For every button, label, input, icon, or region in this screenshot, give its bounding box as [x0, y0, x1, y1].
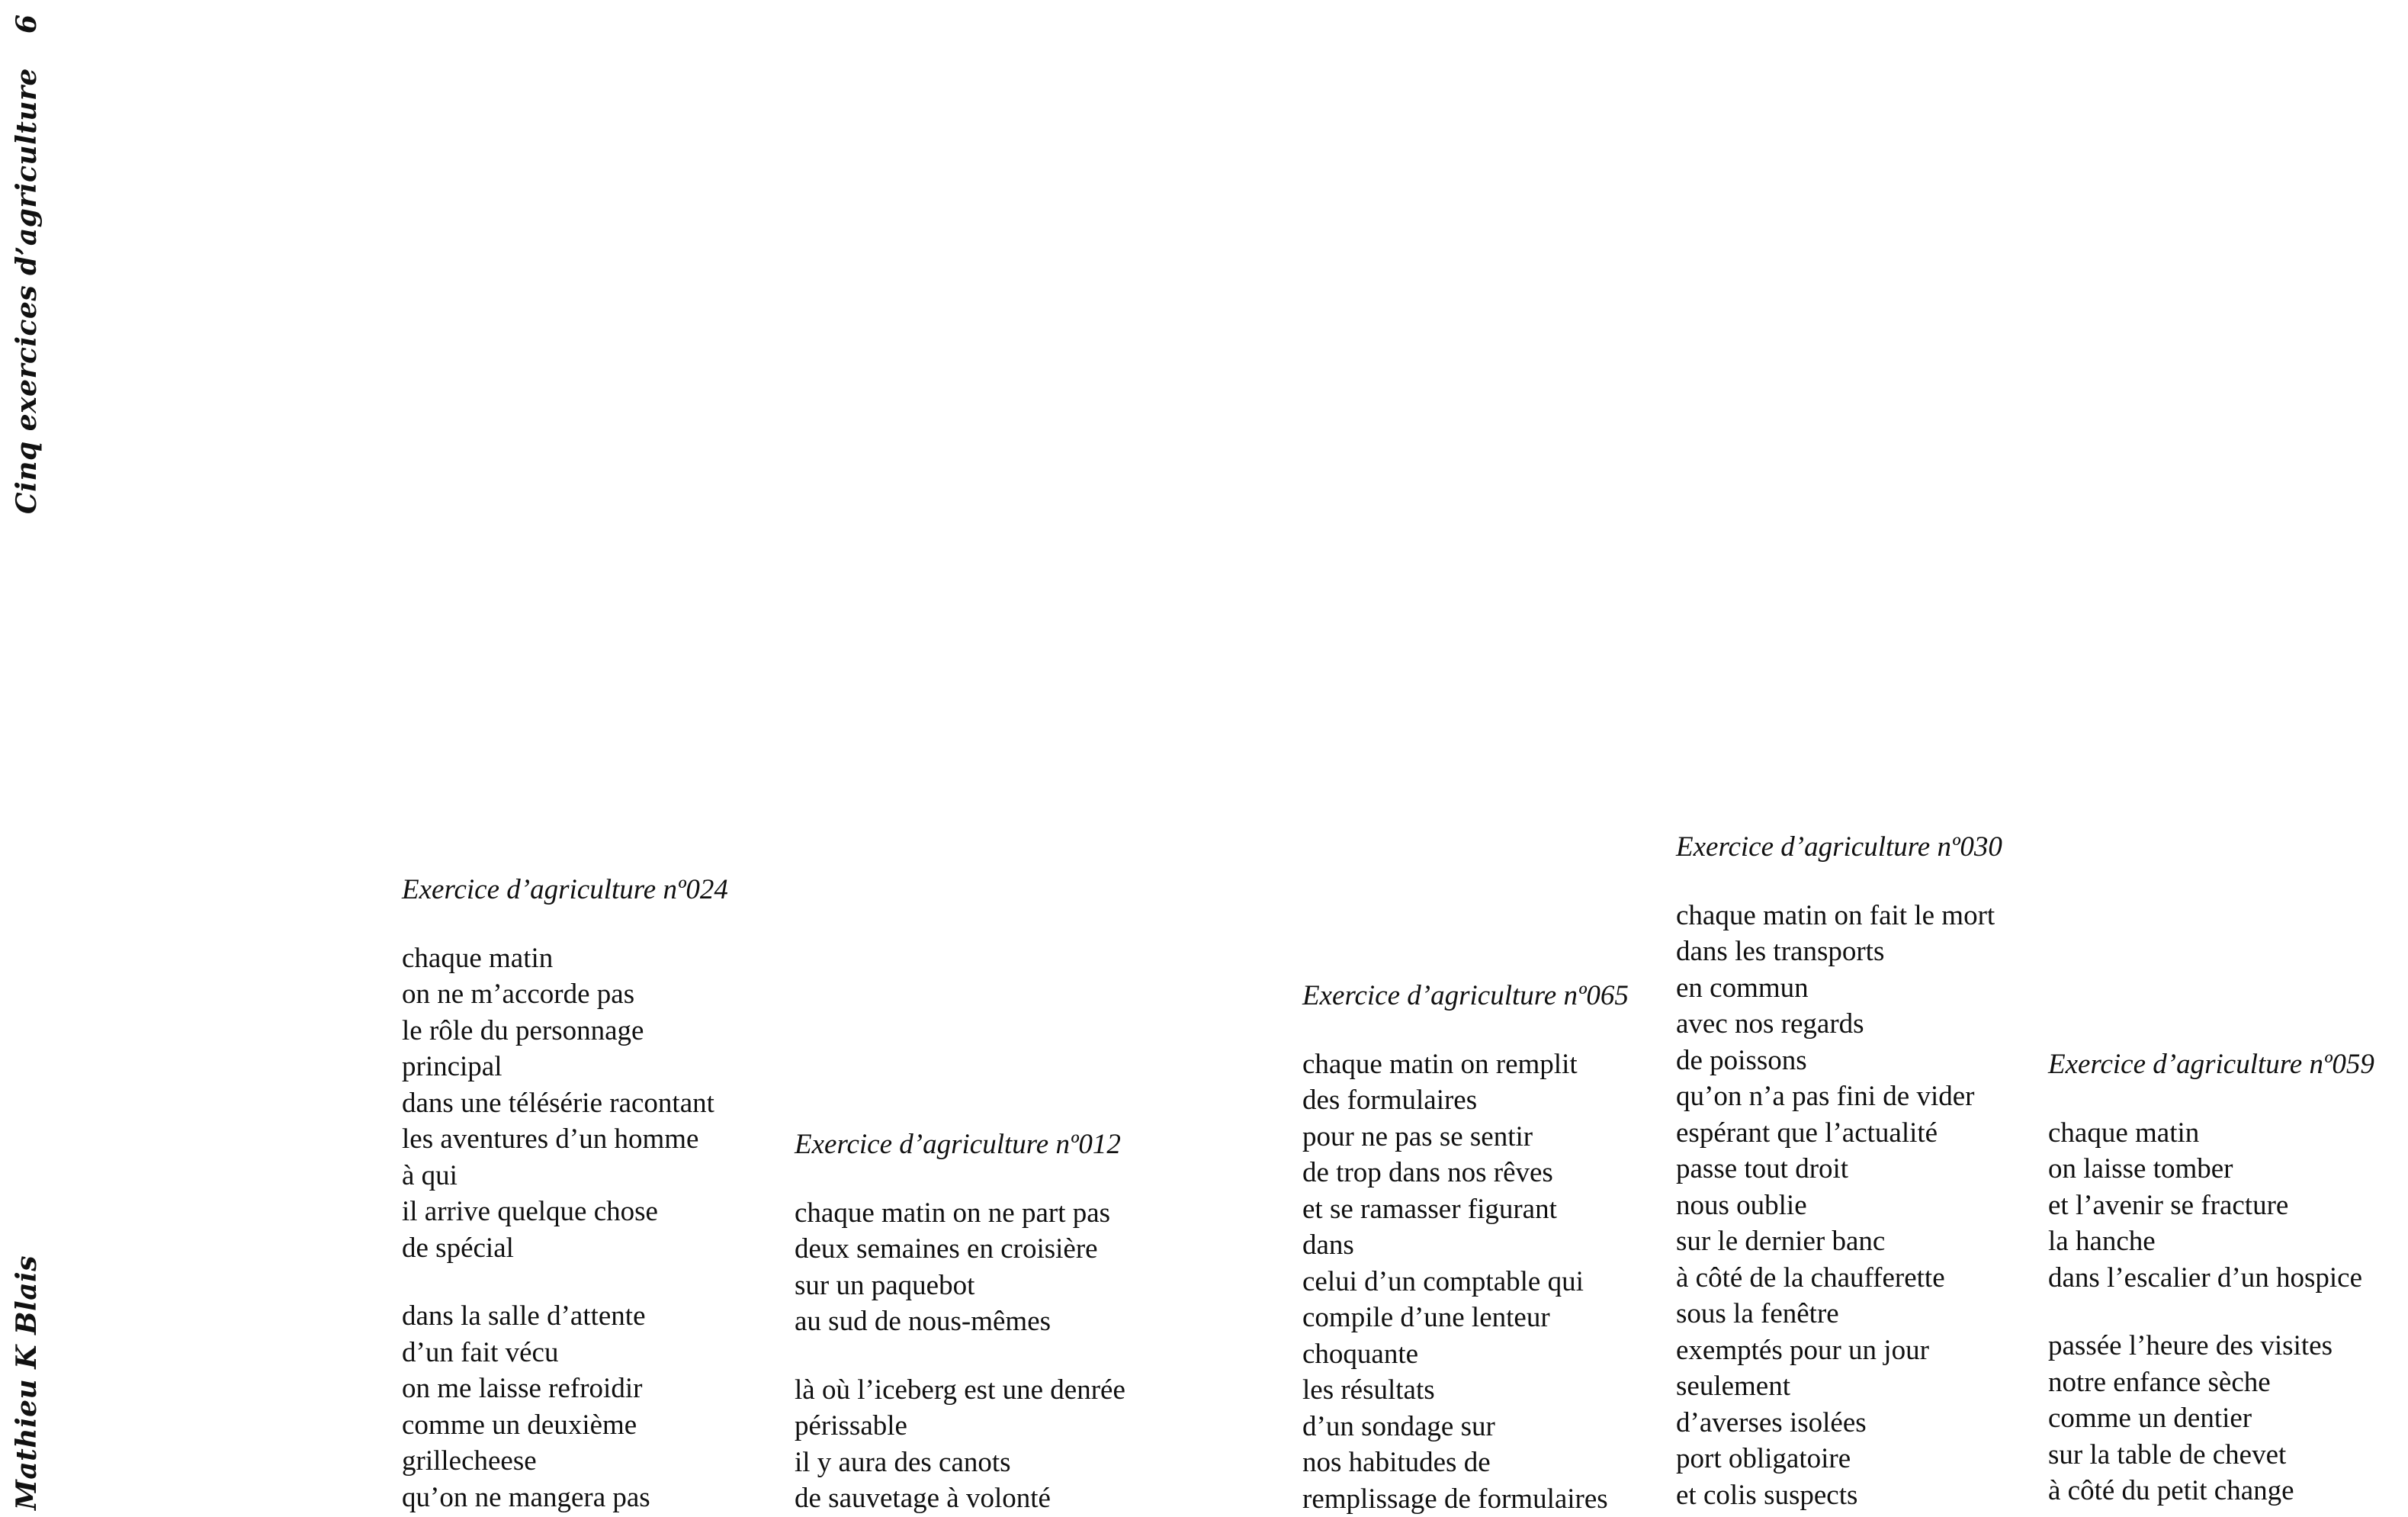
poem-line: pour ne pas se sentir [1302, 1119, 1629, 1155]
poem-line: de poissons [1676, 1043, 2002, 1079]
poem-line: notre enfance sèche [2048, 1364, 2374, 1401]
poem-line: sous la fenêtre [1676, 1296, 2002, 1332]
poem-line: qu’on n’a pas fini de vider [1676, 1078, 2002, 1115]
poem-line: des formulaires [1302, 1082, 1629, 1119]
poem-exercice-024 [402, 872, 728, 1515]
poem-stanza [402, 1298, 728, 1515]
poem-line: comme un deuxième [402, 1407, 728, 1444]
poem-line: au sud de nous-mêmes [795, 1303, 1125, 1340]
poem-stanza [1676, 898, 2002, 1514]
poem-line: celui d’un comptable qui [1302, 1264, 1629, 1300]
poem-title: Exercice d’agriculture nº065 [1302, 978, 1629, 1014]
poem-line: il y aura des canots [795, 1445, 1125, 1481]
poem-line: chaque matin on fait le mort [1676, 898, 2002, 934]
poem-line: principal [402, 1049, 728, 1085]
poem-line: chaque matin on remplit [1302, 1046, 1629, 1083]
book-title: Cinq exercices d’agriculture [11, 68, 43, 514]
poem-line: d’un fait vécu [402, 1335, 728, 1371]
poem-line: qu’on ne mangera pas [402, 1480, 728, 1516]
poem-title: Exercice d’agriculture nº012 [795, 1127, 1125, 1163]
poem-line: dans une télésérie racontant [402, 1085, 728, 1122]
poem-line: remplissage de formulaires [1302, 1481, 1629, 1517]
poem-line: passe tout droit [1676, 1151, 2002, 1188]
poem-line: chaque matin [402, 940, 728, 977]
poem-line: d’averses isolées [1676, 1405, 2002, 1441]
poem-title: Exercice d’agriculture nº030 [1676, 829, 2002, 866]
poem-line: de spécial [402, 1230, 728, 1267]
poem-line: le rôle du personnage [402, 1013, 728, 1049]
poem-title: Exercice d’agriculture nº059 [2048, 1046, 2374, 1083]
running-header-sidebar [0, 0, 69, 1512]
poem-line: on ne m’accorde pas [402, 976, 728, 1013]
poem-line: on me laisse refroidir [402, 1371, 728, 1407]
poem-line: nos habitudes de [1302, 1445, 1629, 1481]
poem-line: deux semaines en croisière [795, 1231, 1125, 1268]
poem-line: et colis suspects [1676, 1477, 2002, 1514]
poem-line: espérant que l’actualité [1676, 1115, 2002, 1152]
poem-line: là où l’iceberg est une denrée [795, 1372, 1125, 1409]
poem-stanza [402, 940, 728, 1267]
poem-line: sur le dernier banc [1676, 1223, 2002, 1260]
poem-line: dans [1302, 1227, 1629, 1264]
poem-line: comme un dentier [2048, 1400, 2374, 1437]
poem-line: d’un sondage sur [1302, 1409, 1629, 1445]
poem-line: port obligatoire [1676, 1441, 2002, 1477]
poem-line: la hanche [2048, 1223, 2374, 1260]
poem-line: dans l’escalier d’un hospice [2048, 1260, 2374, 1297]
poem-line: compile d’une lenteur [1302, 1300, 1629, 1336]
poem-line: périssable [795, 1408, 1125, 1445]
poem-line: sur un paquebot [795, 1268, 1125, 1304]
poem-stanza [2048, 1115, 2374, 1297]
poem-title: Exercice d’agriculture nº024 [402, 872, 728, 908]
poem-line: nous oublie [1676, 1188, 2002, 1224]
poem-line: passée l’heure des visites [2048, 1328, 2374, 1364]
poem-stanza [795, 1372, 1125, 1517]
poem-line: choquante [1302, 1336, 1629, 1373]
poem-line: sur la table de chevet [2048, 1437, 2374, 1474]
poem-line: dans la salle d’attente [402, 1298, 728, 1335]
poem-line: et se ramasser figurant [1302, 1191, 1629, 1228]
poem-line: on laisse tomber [2048, 1151, 2374, 1188]
poem-stanza [2048, 1328, 2374, 1509]
poem-exercice-030 [1676, 829, 2002, 1513]
poem-line: à qui [402, 1158, 728, 1194]
poem-stanza [1302, 1046, 1629, 1517]
poem-exercice-059 [2048, 1046, 2374, 1509]
poem-line: en commun [1676, 970, 2002, 1007]
poem-line: dans les transports [1676, 934, 2002, 970]
poem-line: grillecheese [402, 1443, 728, 1480]
poem-line: seulement [1676, 1368, 2002, 1405]
poem-line: chaque matin on ne part pas [795, 1195, 1125, 1232]
poem-line: chaque matin [2048, 1115, 2374, 1152]
poem-exercice-065 [1302, 978, 1629, 1517]
poem-line: et l’avenir se fracture [2048, 1188, 2374, 1224]
poem-line: à côté de la chaufferette [1676, 1260, 2002, 1297]
page-number: 6 [11, 14, 43, 34]
poem-line: de sauvetage à volonté [795, 1480, 1125, 1517]
poem-line: exemptés pour un jour [1676, 1332, 2002, 1369]
poem-line: à côté du petit change [2048, 1473, 2374, 1509]
poem-line: les aventures d’un homme [402, 1121, 728, 1158]
poem-line: il arrive quelque chose [402, 1194, 728, 1230]
poem-line: avec nos regards [1676, 1006, 2002, 1043]
poem-line: les résultats [1302, 1372, 1629, 1409]
author-name: Mathieu K Blais [11, 1255, 43, 1510]
poem-exercice-012 [795, 1127, 1125, 1517]
poem-stanza [795, 1195, 1125, 1340]
poem-line: de trop dans nos rêves [1302, 1155, 1629, 1191]
